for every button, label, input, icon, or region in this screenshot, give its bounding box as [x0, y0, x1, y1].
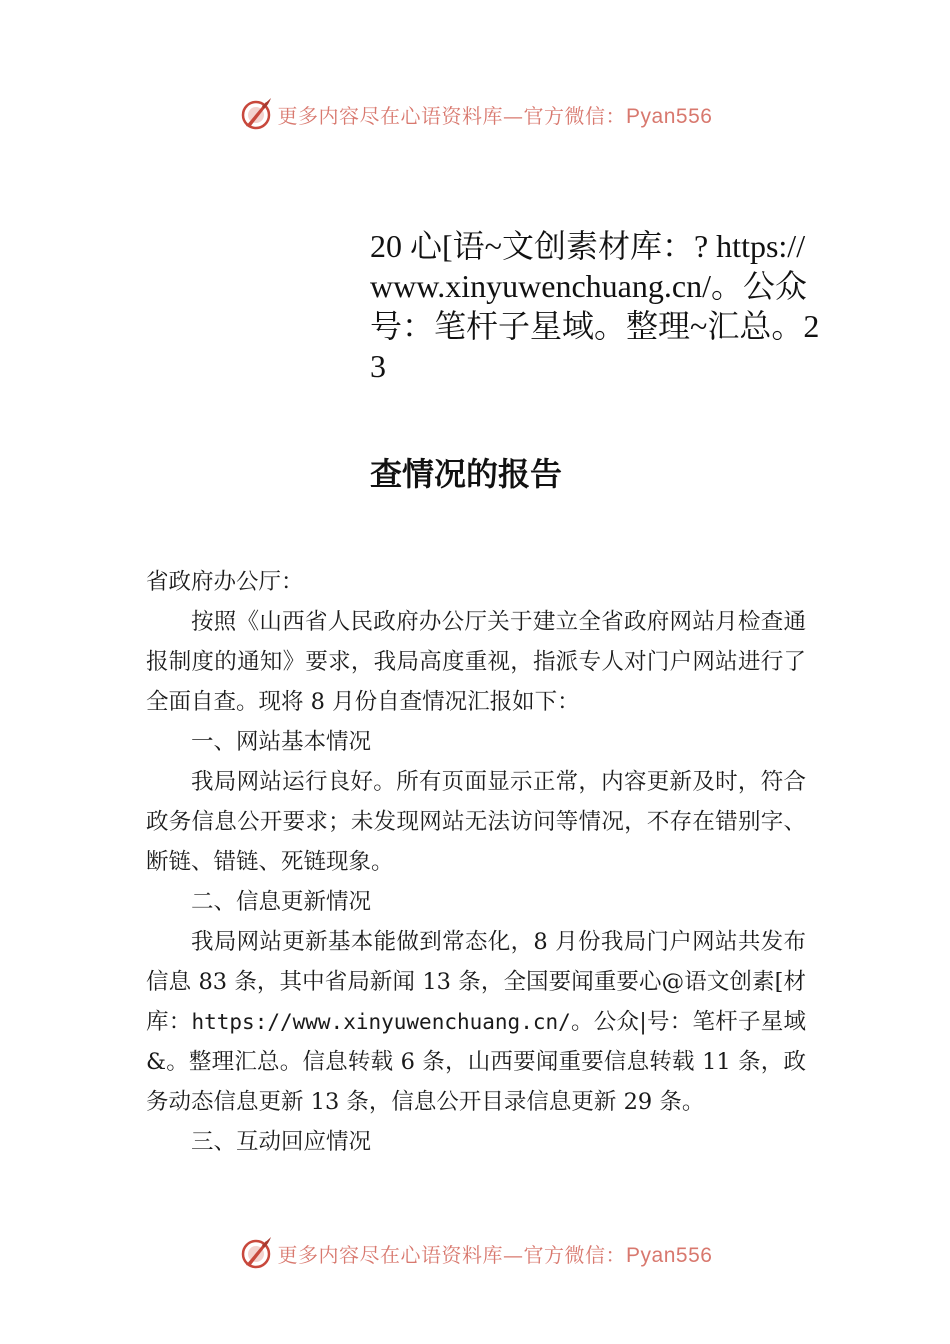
top-banner	[0, 94, 950, 134]
bottom-banner	[0, 1233, 950, 1273]
section-paragraph-1: 我局网站运行良好。所有页面显示正常，内容更新及时，符合政务信息公开要求；未发现网站无法访问等情况，不存在错别字、断链、错链、死链现象。	[146, 769, 806, 875]
document-body	[146, 562, 806, 1162]
banner-text: 更多内容尽在心语资料库—官方微信：Pyan556	[277, 1242, 713, 1267]
header-block: 20 心[语~文创素材库：? https:// www.xinyuwenchuang.cn/。公众号：笔杆子星域。整理~汇总。23	[370, 228, 820, 384]
banner-text: 更多内容尽在心语资料库—官方微信：Pyan556	[277, 103, 713, 128]
website-url: https://www.xinyuwenchuang.cn/	[191, 1010, 571, 1034]
section-paragraph-2: 我局网站更新基本能做到常态化，8 月份我局门户网站共发布信息 83 条，其中省局新闻 13 条，全国要闻重要心@语文创素[材库：https://www.xinyuwenchuang.cn/。公众|号：笔杆子星域&。整理汇总。信息转载 6 条，山西要闻重要信息转载 11 条，政务动态信息更新 13 条，信息公开目录信息更新 29 条。	[146, 929, 806, 1115]
quill-seal-logo-icon	[238, 1235, 274, 1271]
section-heading-3: 三、互动回应情况	[191, 1129, 372, 1155]
section-heading-1: 一、网站基本情况	[191, 729, 372, 755]
section-heading-2: 二、信息更新情况	[191, 889, 372, 915]
quill-seal-logo-icon	[238, 96, 274, 132]
salutation: 省政府办公厅：	[146, 569, 304, 595]
intro-paragraph: 按照《山西省人民政府办公厅关于建立全省政府网站月检查通报制度的通知》要求，我局高度重视，指派专人对门户网站进行了全面自查。现将 8 月份自查情况汇报如下：	[146, 609, 806, 715]
document-title: 查情况的报告	[370, 455, 563, 493]
